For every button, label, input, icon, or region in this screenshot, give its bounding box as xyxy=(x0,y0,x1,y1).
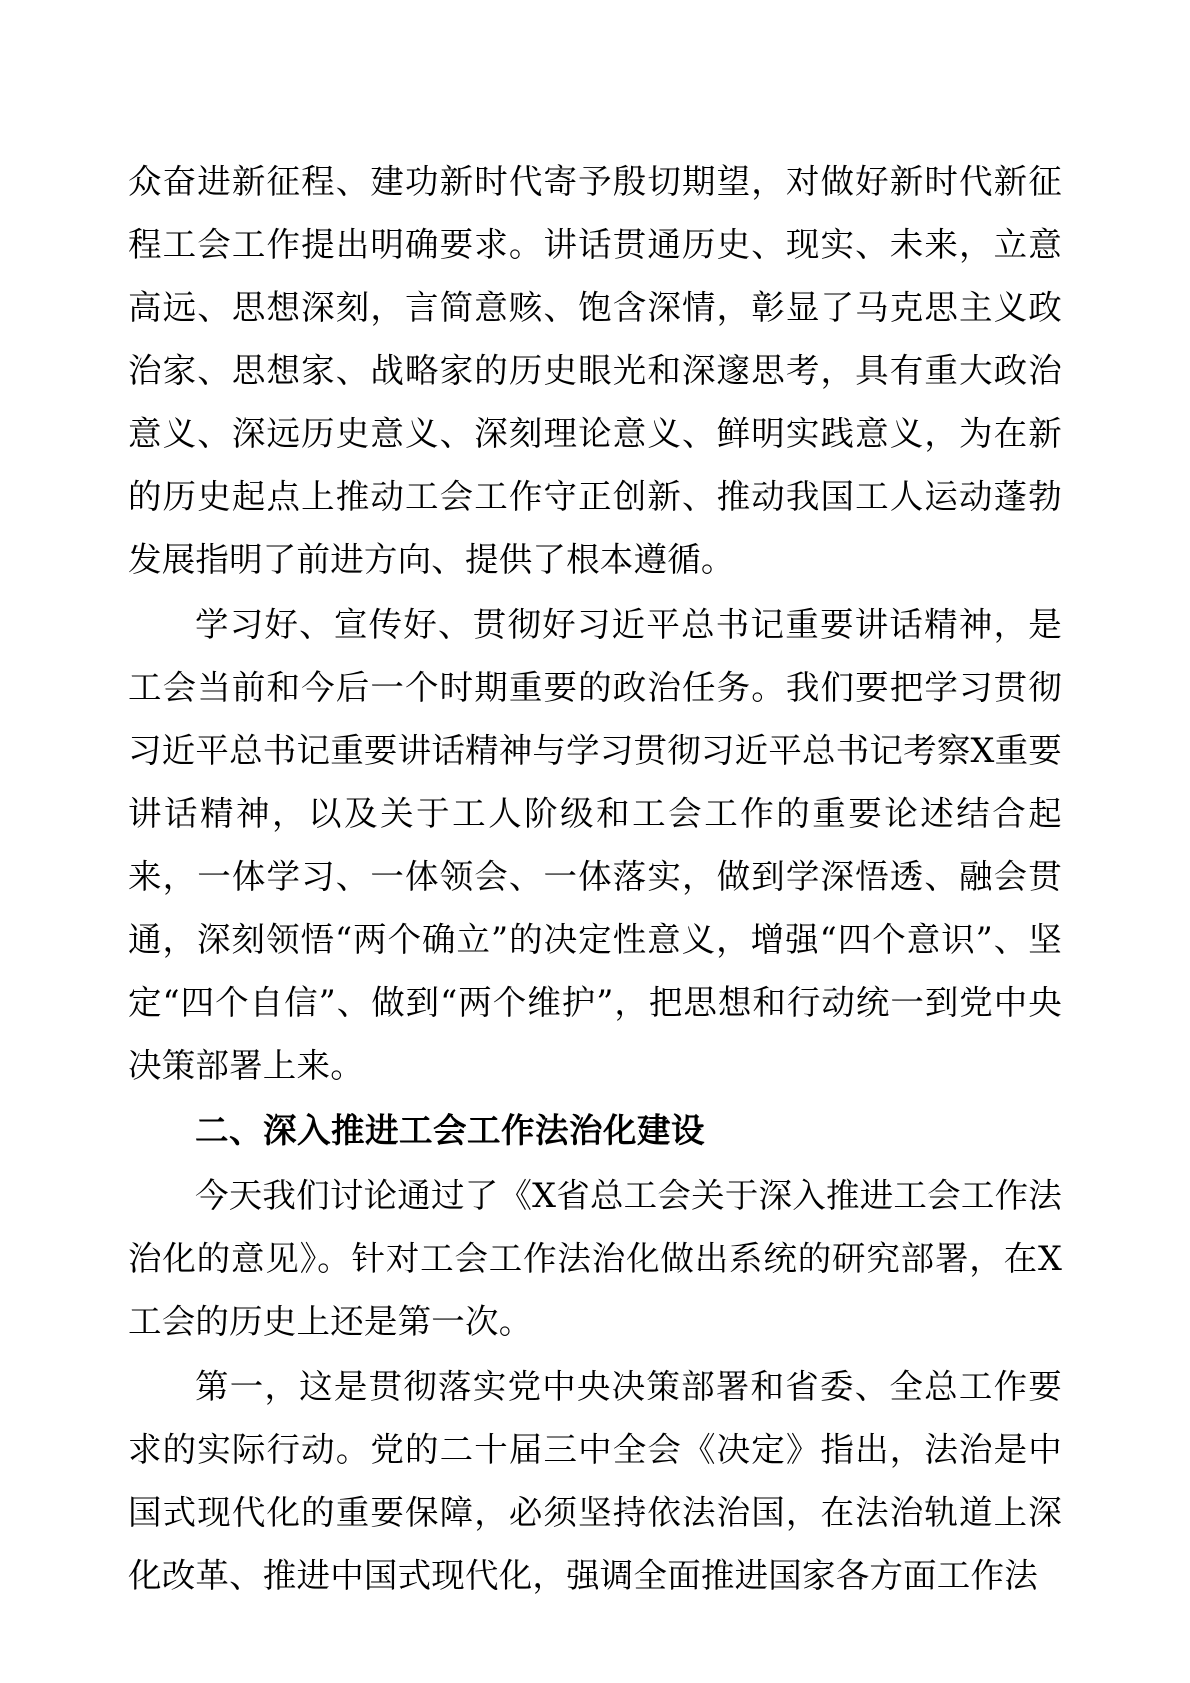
section-heading-2: 二、深入推进工会工作法治化建设 xyxy=(195,1111,705,1150)
paragraph-2: 学习好、宣传好、贯彻好习近平总书记重要讲话精神，是工会当前和今后一个时期重要的政治任务。我们要把学习贯彻习近平总书记重要讲话精神与学习贯彻习近平总书记考察X重要讲话精神，以及关于工人阶级和工会工作的重要论述结合起来，一体学习、一体领会、一体落实，做到学深悟透、融会贯通，深刻领悟“两个确立”的决定性意义，增强“四个意识”、坚定“四个自信”、做到“两个维护”，把思想和行动统一到党中央决策部署上来。 xyxy=(128,605,1062,1085)
paragraph-3: 今天我们讨论通过了《X省总工会关于深入推进工会工作法治化的意见》。针对工会工作法治化做出系统的研究部署，在X工会的历史上还是第一次。 xyxy=(128,1176,1062,1341)
paragraph-4: 第一，这是贯彻落实党中央决策部署和省委、全总工作要求的实际行动。党的二十届三中全会《决定》指出，法治是中国式现代化的重要保障，必须坚持依法治国，在法治轨道上深化改革、推进中国式现代化，强调全面推进国家各方面工作法 xyxy=(128,1367,1062,1595)
paragraph-1: 众奋进新征程、建功新时代寄予殷切期望，对做好新时代新征程工会工作提出明确要求。讲话贯通历史、现实、未来，立意高远、思想深刻，言简意赅、饱含深情，彰显了马克思主义政治家、思想家、战略家的历史眼光和深邃思考，具有重大政治意义、深远历史意义、深刻理论意义、鲜明实践意义，为在新的历史起点上推动工会工作守正创新、推动我国工人运动蓬勃发展指明了前进方向、提供了根本遵循。 xyxy=(128,162,1062,579)
document-body xyxy=(128,150,1062,1607)
